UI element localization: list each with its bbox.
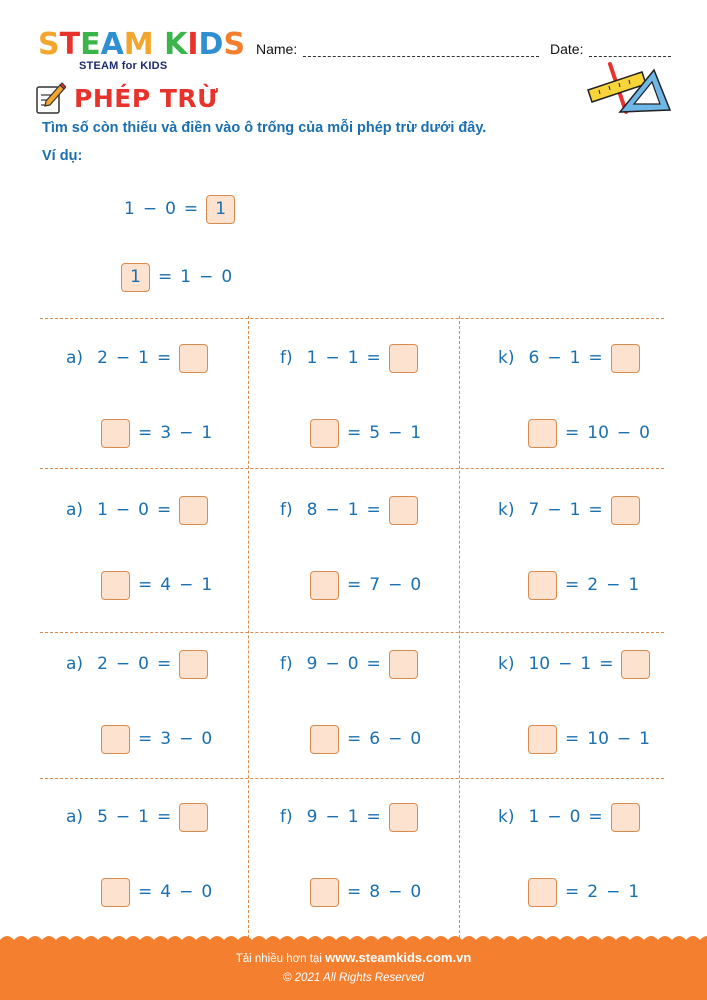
problem-letter: f) — [280, 654, 293, 674]
ruler-triangle-pencil-icon — [582, 60, 674, 120]
footer-wave-edge — [0, 932, 707, 942]
equals-sign: = — [588, 348, 603, 368]
problem-letter: f) — [280, 500, 293, 520]
answer-box-filled: 1 — [206, 195, 235, 224]
answer-box[interactable] — [621, 650, 650, 679]
equals-sign: = — [183, 199, 199, 219]
pencil-paper-icon — [34, 81, 66, 115]
equals-sign: = — [588, 807, 603, 827]
logo-letter: K — [164, 27, 188, 62]
logo-letter: S — [223, 27, 246, 62]
problem-letter: f) — [280, 348, 293, 368]
steam-kids-logo — [38, 27, 246, 72]
logo-letter — [154, 30, 164, 60]
problem-equation-top — [276, 495, 422, 525]
operand-a: 10 — [528, 654, 551, 674]
operand-b: 0 — [410, 882, 422, 902]
operand-b: 1 — [639, 729, 650, 749]
divider-horizontal — [40, 632, 664, 633]
answer-box[interactable] — [611, 496, 640, 525]
operand-a: 4 — [160, 882, 172, 902]
answer-box[interactable] — [101, 419, 130, 448]
operand-b: 0 — [410, 575, 422, 595]
operand-b: 0 — [221, 267, 233, 287]
title-row — [34, 80, 219, 116]
operand-b: 0 — [138, 500, 149, 520]
answer-box[interactable] — [310, 878, 339, 907]
operand-a: 2 — [587, 882, 599, 902]
problem-equation-bottom — [97, 418, 216, 448]
minus-sign: − — [115, 348, 131, 368]
problem-equation-top — [276, 802, 422, 832]
minus-sign: − — [179, 423, 194, 443]
answer-box[interactable] — [101, 725, 130, 754]
logo-letter: E — [80, 27, 101, 62]
operand-b: 0 — [347, 654, 359, 674]
problem-letter: a) — [66, 348, 84, 368]
minus-sign: − — [547, 500, 562, 520]
minus-sign: − — [388, 423, 403, 443]
minus-sign: − — [325, 500, 340, 520]
operand-b: 1 — [347, 500, 359, 520]
equals-sign: = — [366, 500, 381, 520]
equals-sign: = — [138, 423, 153, 443]
answer-box[interactable] — [310, 571, 339, 600]
operand-b: 1 — [628, 882, 640, 902]
operand-a: 2 — [97, 654, 108, 674]
footer-copyright: © 2021 All Rights Reserved — [282, 972, 424, 984]
equals-sign: = — [156, 654, 172, 674]
problem-letter: k) — [498, 654, 515, 674]
problem-letter: a) — [66, 654, 84, 674]
name-blank-line[interactable] — [303, 45, 539, 57]
footer — [0, 940, 707, 1000]
operand-a: 5 — [369, 423, 381, 443]
equals-sign: = — [565, 575, 580, 595]
equals-sign: = — [347, 575, 362, 595]
operand-a: 1 — [306, 348, 318, 368]
answer-box[interactable] — [101, 878, 130, 907]
operand-b: 0 — [201, 729, 213, 749]
operand-a: 7 — [369, 575, 381, 595]
problem-letter: k) — [498, 807, 515, 827]
equals-sign: = — [565, 729, 580, 749]
equals-sign: = — [366, 654, 381, 674]
problem-equation-top — [494, 495, 644, 525]
minus-sign: − — [115, 807, 131, 827]
operand-b: 1 — [201, 423, 213, 443]
problem-equation-top — [276, 343, 422, 373]
answer-box[interactable] — [528, 419, 557, 448]
operand-a: 5 — [97, 807, 108, 827]
divider-horizontal — [40, 778, 664, 779]
problem-letter: a) — [66, 807, 84, 827]
answer-box[interactable] — [179, 496, 208, 525]
minus-sign: − — [325, 348, 340, 368]
equals-sign: = — [588, 500, 603, 520]
operand-a: 10 — [587, 729, 609, 749]
logo-letter: M — [123, 27, 154, 62]
problem-letter: k) — [498, 348, 515, 368]
operand-b: 1 — [347, 807, 359, 827]
logo-subtitle: STEAM for KIDS — [79, 60, 168, 72]
problem-equation-bottom — [524, 418, 654, 448]
footer-download-line — [0, 950, 707, 965]
problem-equation-bottom — [97, 724, 216, 754]
equals-sign: = — [156, 500, 172, 520]
minus-sign: − — [199, 267, 214, 287]
logo-letter: A — [100, 27, 124, 62]
problem-equation-top — [62, 649, 212, 679]
minus-sign: − — [558, 654, 573, 674]
operand-b: 0 — [201, 882, 213, 902]
divider-vertical — [459, 316, 460, 938]
example-label: Ví dụ: — [42, 148, 83, 164]
operand-a: 8 — [369, 882, 381, 902]
name-field[interactable] — [256, 41, 539, 57]
equals-sign: = — [138, 882, 153, 902]
operand-a: 9 — [306, 654, 318, 674]
minus-sign: − — [388, 729, 403, 749]
operand-a: 1 — [97, 500, 108, 520]
operand-b: 1 — [347, 348, 359, 368]
answer-box[interactable] — [179, 344, 208, 373]
operand-b: 0 — [410, 729, 422, 749]
operand-a: 4 — [160, 575, 172, 595]
minus-sign: − — [616, 423, 632, 443]
problem-equation-top — [276, 649, 422, 679]
logo-wordmark — [38, 27, 246, 62]
minus-sign: − — [179, 575, 194, 595]
problem-letter: k) — [498, 500, 515, 520]
problem-equation-bottom — [306, 877, 425, 907]
operand-a: 9 — [306, 807, 318, 827]
equals-sign: = — [138, 729, 153, 749]
minus-sign: − — [606, 575, 621, 595]
divider-horizontal — [40, 318, 664, 319]
minus-sign: − — [547, 807, 562, 827]
logo-letter: S — [38, 27, 60, 62]
minus-sign: − — [616, 729, 632, 749]
minus-sign: − — [606, 882, 621, 902]
operand-a: 3 — [160, 729, 172, 749]
minus-sign: − — [388, 575, 403, 595]
logo-letter: I — [187, 27, 199, 62]
date-blank-line[interactable] — [589, 45, 671, 57]
operand-a: 2 — [97, 348, 108, 368]
problem-equation-bottom — [97, 570, 216, 600]
answer-box[interactable] — [611, 344, 640, 373]
equals-sign: = — [347, 423, 362, 443]
minus-sign: − — [179, 729, 194, 749]
operand-a: 6 — [369, 729, 381, 749]
answer-box[interactable] — [310, 725, 339, 754]
minus-sign: − — [115, 654, 131, 674]
footer-prefix: Tải nhiều hơn tại — [235, 953, 322, 965]
answer-box[interactable] — [528, 725, 557, 754]
problem-equation-top — [494, 343, 644, 373]
answer-box[interactable] — [389, 803, 418, 832]
operand-b: 1 — [138, 348, 149, 368]
answer-box[interactable] — [389, 344, 418, 373]
equals-sign: = — [366, 807, 381, 827]
operand-b: 1 — [201, 575, 213, 595]
problem-equation-top — [494, 802, 644, 832]
date-label: Date: — [550, 41, 584, 57]
operand-b: 0 — [639, 423, 650, 443]
operand-a: 7 — [528, 500, 540, 520]
minus-sign: − — [325, 654, 340, 674]
equals-sign: = — [138, 575, 153, 595]
operand-a: 2 — [587, 575, 599, 595]
operand-b: 0 — [138, 654, 149, 674]
equals-sign: = — [158, 267, 173, 287]
logo-letter: D — [198, 27, 224, 62]
answer-box[interactable] — [389, 650, 418, 679]
operand-b: 1 — [628, 575, 640, 595]
operand-a: 3 — [160, 423, 172, 443]
answer-box-filled: 1 — [121, 263, 150, 292]
problem-equation-bottom — [306, 418, 425, 448]
problem-equation-bottom — [97, 877, 216, 907]
operand-b: 1 — [410, 423, 422, 443]
operand-a: 1 — [124, 199, 135, 219]
equals-sign: = — [599, 654, 614, 674]
operand-a: 1 — [528, 807, 540, 827]
minus-sign: − — [115, 500, 131, 520]
operand-a: 1 — [180, 267, 192, 287]
answer-box[interactable] — [528, 571, 557, 600]
equals-sign: = — [565, 423, 580, 443]
answer-box[interactable] — [101, 571, 130, 600]
operand-b: 1 — [569, 348, 581, 368]
operand-a: 10 — [587, 423, 609, 443]
equals-sign: = — [156, 348, 172, 368]
answer-box[interactable] — [310, 419, 339, 448]
problem-equation-top — [62, 495, 212, 525]
answer-box[interactable] — [179, 803, 208, 832]
instruction-text: Tìm số còn thiếu và điền vào ô trống của mỗi phép trừ dưới đây. — [42, 120, 487, 136]
problem-equation-top — [494, 649, 654, 679]
minus-sign: − — [142, 199, 158, 219]
date-field[interactable] — [550, 41, 671, 57]
example-equation-2 — [117, 262, 236, 292]
equals-sign: = — [156, 807, 172, 827]
problem-letter: a) — [66, 500, 84, 520]
problem-equation-bottom — [524, 724, 654, 754]
footer-website-link[interactable]: www.steamkids.com.vn — [325, 950, 472, 965]
operand-b: 1 — [569, 500, 581, 520]
minus-sign: − — [325, 807, 340, 827]
operand-a: 6 — [528, 348, 540, 368]
operand-b: 1 — [138, 807, 149, 827]
answer-box[interactable] — [389, 496, 418, 525]
operand-b: 0 — [569, 807, 581, 827]
page-title: PHÉP TRỪ — [74, 83, 219, 113]
operand-a: 8 — [306, 500, 318, 520]
logo-letter: T — [59, 27, 81, 62]
divider-horizontal — [40, 468, 664, 469]
example-equation-1 — [120, 194, 239, 224]
problem-equation-bottom — [524, 570, 643, 600]
minus-sign: − — [388, 882, 403, 902]
problem-equation-bottom — [306, 724, 425, 754]
operand-b: 0 — [165, 199, 176, 219]
divider-vertical — [248, 316, 249, 938]
minus-sign: − — [179, 882, 194, 902]
problem-equation-top — [62, 343, 212, 373]
problem-equation-top — [62, 802, 212, 832]
equals-sign: = — [347, 882, 362, 902]
problem-equation-bottom — [524, 877, 643, 907]
answer-box[interactable] — [528, 878, 557, 907]
problem-letter: f) — [280, 807, 293, 827]
name-label: Name: — [256, 41, 298, 57]
minus-sign: − — [547, 348, 562, 368]
answer-box[interactable] — [179, 650, 208, 679]
answer-box[interactable] — [611, 803, 640, 832]
equals-sign: = — [565, 882, 580, 902]
equals-sign: = — [347, 729, 362, 749]
operand-b: 1 — [580, 654, 592, 674]
problem-equation-bottom — [306, 570, 425, 600]
equals-sign: = — [366, 348, 381, 368]
